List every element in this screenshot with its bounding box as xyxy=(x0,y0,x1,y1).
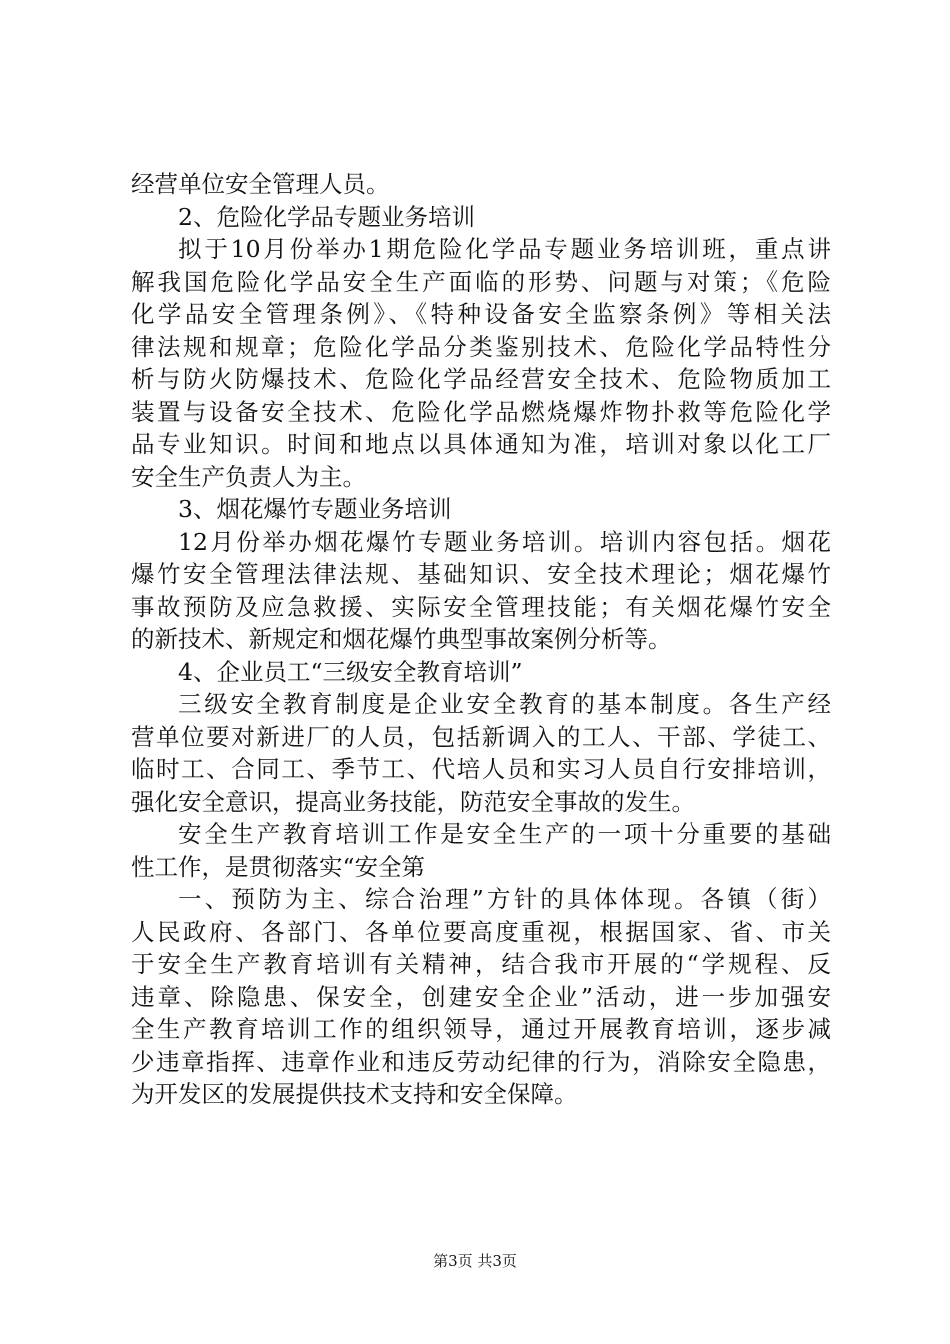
text-line: 一、预防为主、综合治理”方针的具体体现。各镇（街） xyxy=(178,885,831,913)
text-line: 经营单位安全管理人员。 xyxy=(131,170,390,198)
text-line: 强化安全意识，提高业务技能，防范安全事故的发生。 xyxy=(131,787,695,816)
text-line: 临时工、合同工、季节工、代培人员和实习人员自行安排培训， xyxy=(131,755,831,783)
text-line: 违章、除隐患、保安全，创建安全企业”活动，进一步加强安 xyxy=(131,982,831,1011)
text-line: 安全生产教育培训工作是安全生产的一项十分重要的基础 xyxy=(178,820,831,848)
text-line: 拟于10月份举办1期危险化学品专题业务培训班，重点讲 xyxy=(178,235,831,263)
text-line: 性工作，是贯彻落实“安全第 xyxy=(131,852,426,881)
text-line: 律法规和规章；危险化学品分类鉴别技术、危险化学品特性分 xyxy=(131,332,831,361)
text-line: 人民政府、各部门、各单位要高度重视，根据国家、省、市关 xyxy=(131,917,831,946)
text-line: 事故预防及应急救援、实际安全管理技能；有关烟花爆竹安全 xyxy=(131,592,831,621)
text-line: 三级安全教育制度是企业安全教育的基本制度。各生产经 xyxy=(178,690,831,718)
text-line: 12月份举办烟花爆竹专题业务培训。培训内容包括。烟花 xyxy=(178,527,831,556)
text-line: 安全生产负责人为主。 xyxy=(131,462,366,491)
text-line: 化学品安全管理条例》、《特种设备安全监察条例》等相关法 xyxy=(131,300,831,328)
text-line: 爆竹安全管理法律法规、基础知识、安全技术理论；烟花爆竹 xyxy=(131,560,831,588)
text-line: 析与防火防爆技术、危险化学品经营安全技术、危险物质加工 xyxy=(131,365,831,393)
text-line: 全生产教育培训工作的组织领导，通过开展教育培训，逐步减 xyxy=(131,1015,831,1043)
text-line: 解我国危险化学品安全生产面临的形势、问题与对策；《危险 xyxy=(131,267,831,296)
text-line: 于安全生产教育培训有关精神，结合我市开展的“学规程、反 xyxy=(131,950,831,978)
section-heading: 3、烟花爆竹专题业务培训 xyxy=(178,495,452,523)
document-body xyxy=(131,168,831,1111)
text-line: 的新技术、新规定和烟花爆竹典型事故案例分析等。 xyxy=(131,625,672,653)
section-heading: 4、企业员工“三级安全教育培训” xyxy=(178,657,523,686)
page-number: 第3页 共3页 xyxy=(433,1252,517,1270)
text-line: 装置与设备安全技术、危险化学品燃烧爆炸物扑救等危险化学 xyxy=(131,397,831,426)
text-line: 为开发区的发展提供技术支持和安全保障。 xyxy=(131,1080,578,1108)
text-line: 少违章指挥、违章作业和违反劳动纪律的行为，消除安全隐患， xyxy=(131,1047,831,1076)
section-heading: 2、危险化学品专题业务培训 xyxy=(178,202,475,231)
text-line: 品专业知识。时间和地点以具体通知为准，培训对象以化工厂 xyxy=(131,430,831,458)
text-line: 营单位要对新进厂的人员，包括新调入的工人、干部、学徒工、 xyxy=(131,722,831,751)
